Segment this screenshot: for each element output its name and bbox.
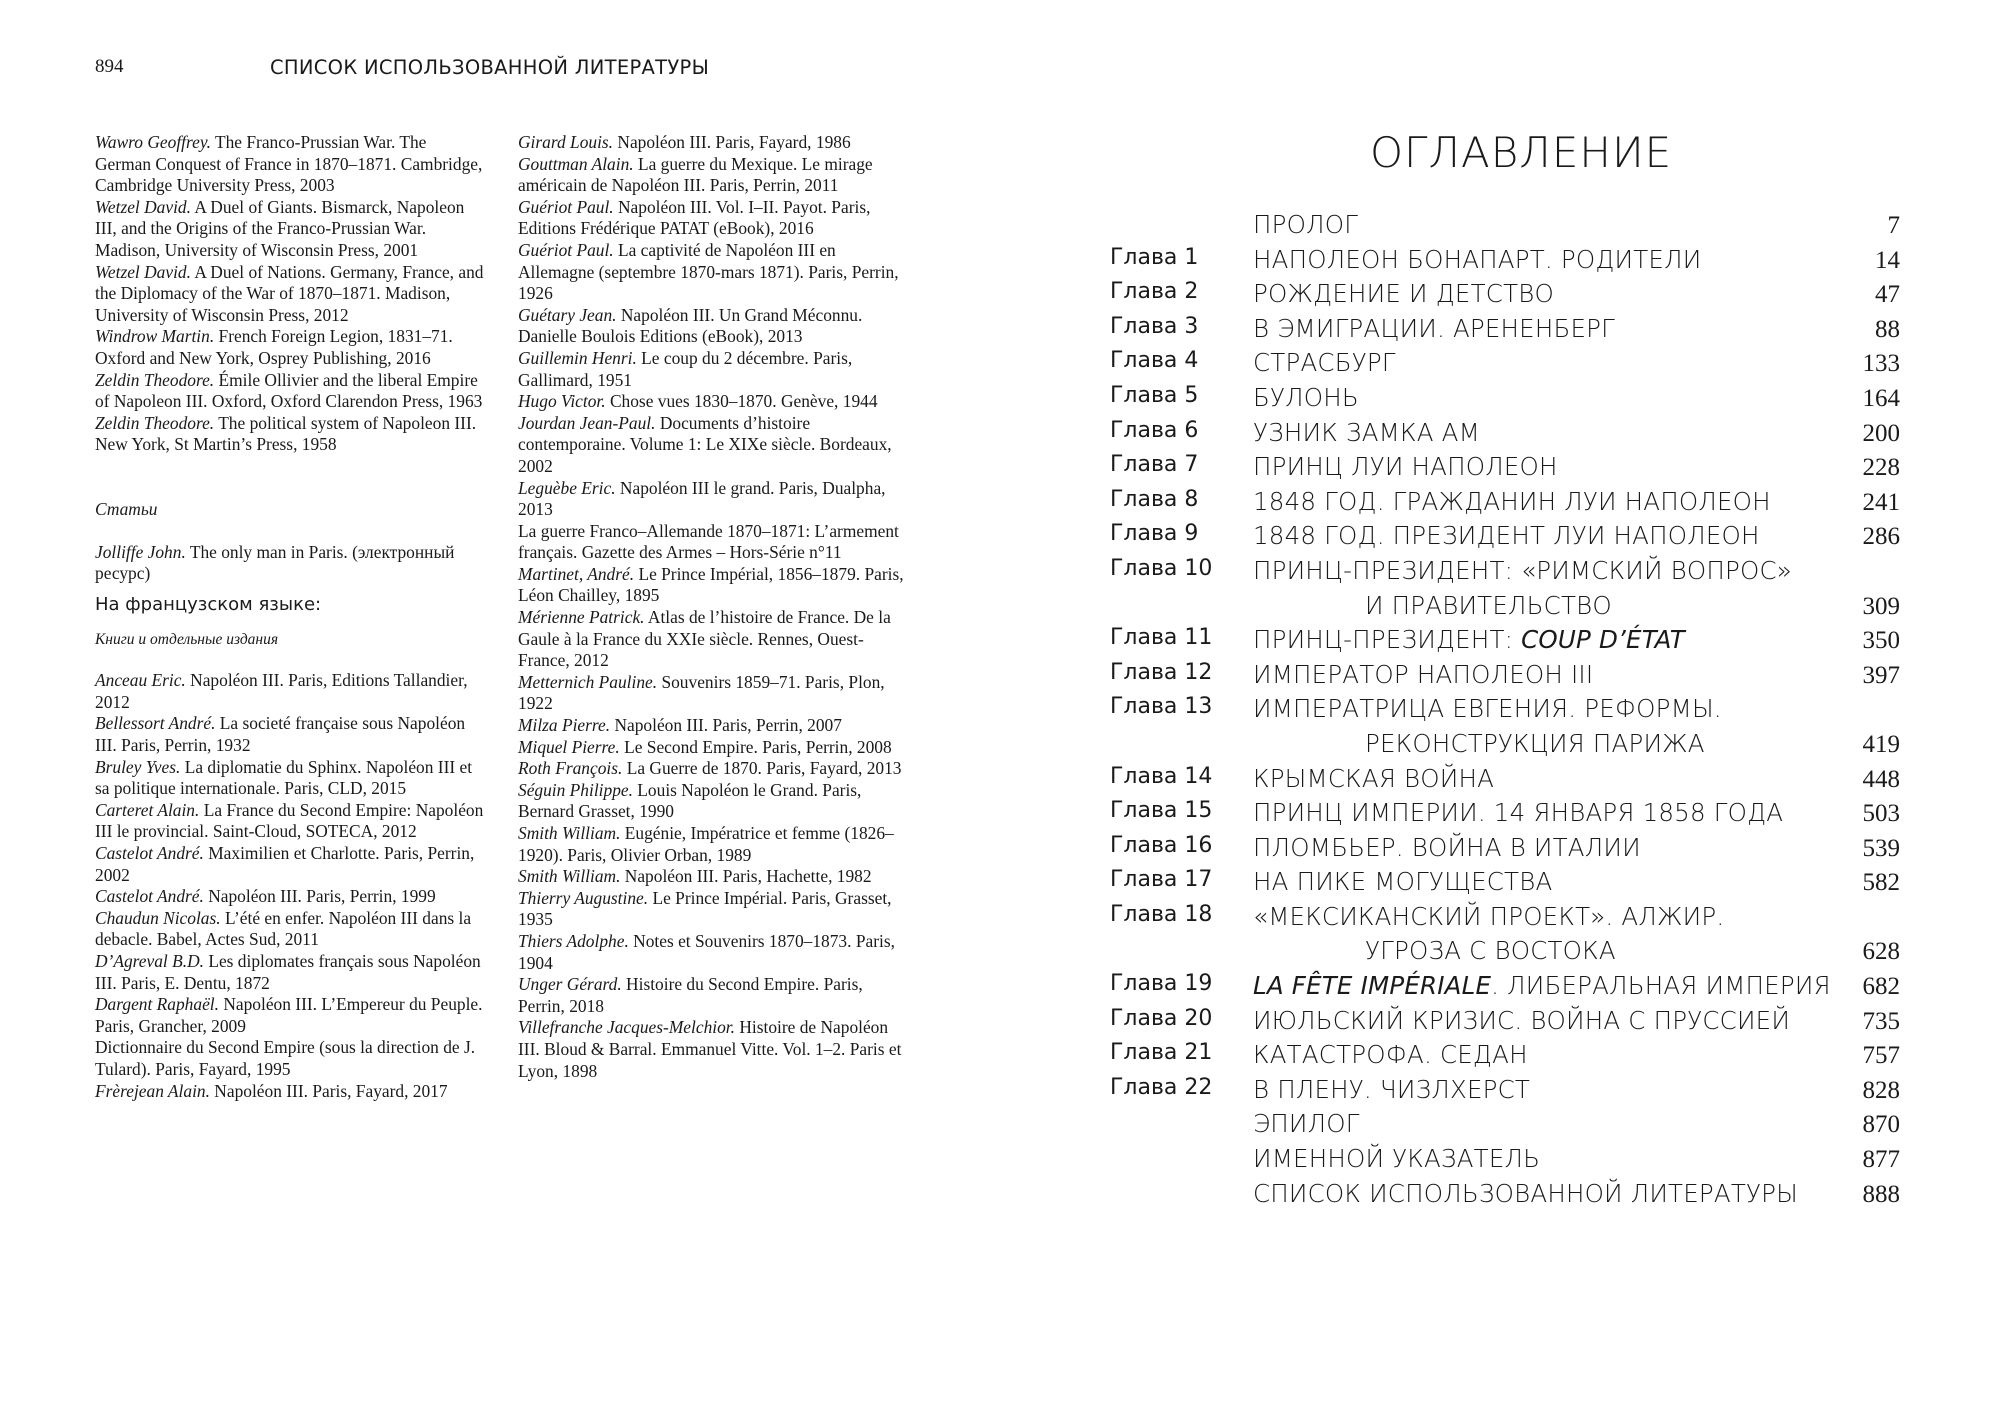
chapter-label: Глава 17	[1110, 867, 1213, 893]
toc-row	[1110, 383, 1900, 418]
entry-text: Napoléon III le grand. Paris, Dualpha, 2013	[518, 477, 886, 520]
entry-text: Le coup du 2 décembre. Paris, Gallimard, 1951	[518, 347, 853, 390]
bibliography-entry	[518, 564, 913, 607]
page-ref: 88	[1875, 315, 1900, 343]
page-ref: 164	[1862, 384, 1900, 412]
page-ref: 888	[1862, 1180, 1900, 1208]
toc-row	[1110, 210, 1900, 245]
entry-author: Mérienne Patrick.	[518, 607, 645, 628]
page-ref: 503	[1862, 800, 1900, 828]
page-ref: 397	[1862, 661, 1900, 689]
chapter-title: ПРИНЦ-ПРЕЗИДЕНТ: «РИМСКИЙ ВОПРОС»	[1253, 555, 1792, 585]
bibliography-entry	[518, 132, 913, 154]
toc-row	[1110, 625, 1900, 660]
toc-row	[1110, 521, 1900, 556]
page-ref: 228	[1862, 454, 1900, 482]
entry-author: Milza Pierre.	[518, 715, 611, 736]
entry-text: A Duel of Giants. Bismarck, Napoleon III, and the Origins of the Franco-Prussian War. Madison, University of Wisconsin Press, 2001	[95, 196, 465, 260]
entry-author: Jourdan Jean-Paul.	[518, 412, 656, 433]
entry-text: French Foreign Legion, 1831–71. Oxford and New York, Osprey Publishing, 2016	[95, 326, 453, 368]
toc-row	[1110, 1075, 1900, 1110]
entry-text: A Duel of Nations. Germany, France, and the Diplomacy of the War of 1870–1871. Madison, University of Wisconsin Press, 2012	[95, 261, 484, 325]
toc-row	[1110, 452, 1900, 487]
chapter-label: Глава 3	[1110, 313, 1199, 339]
chapter-title: ИМПЕРАТОР НАПОЛЕОН III	[1253, 659, 1594, 689]
chapter-title: УГРОЗА С ВОСТОКА	[1365, 936, 1616, 966]
entry-author: Guériot Paul.	[518, 196, 614, 217]
bibliography-entry	[95, 197, 485, 262]
page-ref: 735	[1862, 1007, 1900, 1035]
entry-text: Le Prince Impérial. Paris, Grasset, 1935	[518, 887, 892, 930]
entry-author: D’Agreval B.D.	[95, 951, 204, 971]
chapter-label: Глава 19	[1110, 971, 1213, 997]
entry-text: The only man in Paris. (электронный ресурс)	[95, 541, 455, 584]
bibliography-entry	[95, 132, 485, 197]
entry-author: Chaudun Nicolas.	[95, 907, 221, 928]
chapter-title: КРЫМСКАЯ ВОЙНА	[1253, 763, 1495, 793]
page-ref: 7	[1887, 212, 1900, 239]
chapter-title: «МЕКСИКАНСКИЙ ПРОЕКТ». АЛЖИР.	[1253, 901, 1725, 931]
toc-row	[1110, 833, 1900, 868]
entry-author: Thierry Augustine.	[518, 887, 649, 908]
toc-row	[1110, 971, 1900, 1006]
bibliography-entry	[518, 758, 913, 780]
entry-author: Thiers Adolphe.	[518, 930, 629, 951]
entry-author: Gouttman Alain.	[518, 153, 634, 174]
entry-author: Hugo Victor.	[518, 391, 606, 412]
chapter-label: Глава 1	[1110, 244, 1199, 270]
toc-row	[1110, 1179, 1900, 1214]
entry-text: Le Second Empire. Paris, Perrin, 2008	[619, 736, 892, 757]
bibliography-entry	[95, 413, 485, 456]
toc-row	[1110, 1006, 1900, 1041]
bibliography-entry	[518, 974, 913, 1017]
entry-text: Napoléon III. Paris, Hachette, 1982	[620, 866, 872, 887]
bibliography-list	[518, 132, 913, 1082]
toc-row	[1110, 1109, 1900, 1144]
bibliography-entry	[518, 305, 913, 348]
bibliography-entry	[95, 1081, 485, 1103]
bibliography-entry	[95, 326, 485, 369]
chapter-title: ЭПИЛОГ	[1253, 1109, 1360, 1139]
toc-row	[1110, 902, 1900, 937]
toc-row	[1110, 1040, 1900, 1075]
chapter-label: Глава 5	[1110, 382, 1199, 408]
entry-author: Wetzel David.	[95, 261, 191, 282]
toc-row	[1110, 764, 1900, 799]
entry-text: La Guerre de 1870. Paris, Fayard, 2013	[622, 758, 902, 779]
bibliography-column-b	[518, 132, 913, 1082]
chapter-label: Глава 12	[1110, 659, 1213, 685]
chapter-label: Глава 13	[1110, 694, 1213, 720]
bibliography-entry	[518, 866, 913, 888]
bibliography-entry	[518, 240, 913, 305]
bibliography-entry	[518, 672, 913, 715]
bibliography-entry	[95, 800, 485, 843]
chapter-title: ПРОЛОГ	[1253, 210, 1359, 239]
chapter-title: В ПЛЕНУ. ЧИЗЛХЕРСТ	[1253, 1074, 1531, 1104]
bibliography-entry	[518, 478, 913, 521]
page-ref: 286	[1862, 523, 1900, 551]
entry-text: Notes et Souvenirs 1870–1873. Paris, 1904	[518, 930, 895, 973]
chapter-title: В ЭМИГРАЦИИ. АРЕНЕНБЕРГ	[1253, 313, 1615, 343]
bibliography-entry	[518, 607, 913, 672]
toc-row	[1110, 694, 1900, 729]
bibliography-entry	[518, 413, 913, 478]
page-ref: 828	[1862, 1076, 1900, 1104]
bibliography-entry	[518, 737, 913, 759]
entry-text: Documents d’histoire contemporaine. Volume 1: Le XIXe siècle. Bordeaux, 2002	[518, 412, 892, 476]
toc-row	[1110, 418, 1900, 453]
entry-text: La societé française sous Napoléon III. Paris, Perrin, 1932	[95, 713, 466, 756]
entry-text: Eugénie, Impératrice et femme (1826–1920). Paris, Olivier Orban, 1989	[518, 823, 894, 865]
bibliography-entry	[95, 262, 485, 327]
bibliography-entry	[95, 542, 485, 585]
toc-title: ОГЛАВЛЕНИЕ	[1370, 128, 1673, 177]
toc-row	[1110, 556, 1900, 591]
entry-author: Martinet, André.	[518, 563, 635, 584]
toc-row	[1110, 798, 1900, 833]
bibliography-entry	[518, 931, 913, 974]
chapter-title: И ПРАВИТЕЛЬСТВО	[1365, 590, 1612, 620]
bibliography-entry	[95, 886, 485, 908]
page-ref: 309	[1862, 592, 1900, 620]
chapter-title: КАТАСТРОФА. СЕДАН	[1253, 1040, 1528, 1070]
chapter-title: 1848 ГОД. ПРЕЗИДЕНТ ЛУИ НАПОЛЕОН	[1253, 521, 1760, 551]
toc-row	[1110, 867, 1900, 902]
chapter-title: ИМЕННОЙ УКАЗАТЕЛЬ	[1253, 1144, 1541, 1174]
right-page	[1000, 0, 2000, 1419]
bibliography-list	[95, 132, 485, 456]
bibliography-entry	[518, 348, 913, 391]
entry-author: Bruley Yves.	[95, 756, 181, 777]
entry-author: Guillemin Henri.	[518, 347, 637, 368]
entry-author: Bellessort André.	[95, 713, 216, 734]
page-number: 894	[95, 56, 124, 77]
entry-author: Castelot André.	[95, 843, 204, 864]
entry-text: The political system of Napoleon III. New York, St Martin’s Press, 1958	[95, 412, 477, 455]
page-ref: 682	[1862, 973, 1900, 1001]
entry-author: Metternich Pauline.	[518, 671, 658, 692]
bibliography-entry	[518, 521, 913, 564]
page-ref: 870	[1862, 1111, 1900, 1139]
entry-author: Windrow Martin.	[95, 326, 215, 347]
entry-author: Jolliffe John.	[95, 541, 186, 562]
entry-text: Napoléon III. Un Grand Méconnu. Danielle Boulois Editions (eBook), 2013	[518, 304, 863, 347]
chapter-label: Глава 15	[1110, 798, 1213, 824]
entry-author: Miquel Pierre.	[518, 736, 620, 757]
chapter-title: ПРИНЦ ЛУИ НАПОЛЕОН	[1253, 452, 1558, 482]
entry-text: Napoléon III. Paris, Fayard, 1986	[613, 132, 851, 152]
page-ref: 877	[1862, 1146, 1900, 1174]
entry-text: Louis Napoléon le Grand. Paris, Bernard Grasset, 1990	[518, 779, 862, 822]
page-ref: 241	[1862, 488, 1900, 516]
chapter-label: Глава 14	[1110, 763, 1213, 789]
french-section-heading: На французском языке:	[95, 593, 322, 615]
chapter-title: СПИСОК ИСПОЛЬЗОВАННОЙ ЛИТЕРАТУРЫ	[1253, 1178, 1798, 1208]
toc-row	[1110, 314, 1900, 349]
articles-list	[95, 542, 485, 585]
chapter-label: Глава 11	[1110, 625, 1213, 651]
bibliography-entry	[95, 757, 485, 800]
entry-text: Maximilien et Charlotte. Paris, Perrin, 2002	[95, 843, 475, 885]
chapter-label: Глава 20	[1110, 1005, 1213, 1031]
chapter-label: Глава 6	[1110, 417, 1199, 443]
bibliography-entry	[95, 908, 485, 951]
page-ref: 757	[1862, 1042, 1900, 1070]
toc-row	[1110, 936, 1900, 971]
entry-text: Napoléon III. Vol. I–II. Payot. Paris, Editions Frédérique PATAT (eBook), 2016	[518, 196, 871, 239]
chapter-label: Глава 21	[1110, 1040, 1213, 1066]
chapter-title: НАПОЛЕОН БОНАПАРТ. РОДИТЕЛИ	[1253, 244, 1702, 274]
entry-author: Frèrejean Alain.	[95, 1080, 210, 1101]
toc-row	[1110, 487, 1900, 522]
entry-text: Émile Ollivier and the liberal Empire of Napoleon III. Oxford, Oxford Clarendon Press, 1963	[95, 369, 483, 412]
entry-author: Carteret Alain.	[95, 799, 200, 820]
entry-text: Napoléon III. Paris, Editions Tallandier, 2012	[95, 670, 468, 712]
toc-row	[1110, 660, 1900, 695]
bibliography-entry	[518, 391, 913, 413]
entry-author: Anceau Eric.	[95, 670, 186, 691]
entry-text: La France du Second Empire: Napoléon III le provincial. Saint-Cloud, SOTECA, 2012	[95, 799, 484, 842]
bibliography-entry	[518, 780, 913, 823]
chapter-title: ПРИНЦ ИМПЕРИИ. 14 ЯНВАРЯ 1858 ГОДА	[1253, 798, 1784, 828]
entry-text: Les diplomates français sous Napoléon III. Paris, E. Dentu, 1872	[95, 951, 481, 993]
page-ref: 47	[1875, 281, 1900, 309]
chapter-title: РЕКОНСТРУКЦИЯ ПАРИЖА	[1365, 728, 1705, 758]
entry-author: Villefranche Jacques-Melchior.	[518, 1017, 735, 1038]
page-ref: 14	[1875, 246, 1900, 274]
entry-text: Souvenirs 1859–71. Paris, Plon, 1922	[518, 671, 885, 714]
chapter-label: Глава 9	[1110, 521, 1199, 547]
page-ref: 419	[1862, 730, 1900, 758]
bibliography-entry	[95, 843, 485, 886]
entry-text: Napoléon III. Paris, Perrin, 1999	[203, 886, 436, 907]
chapter-title: НА ПИКЕ МОГУЩЕСТВА	[1253, 867, 1553, 897]
entry-text: Dictionnaire du Second Empire (sous la direction de J. Tulard). Paris, Fayard, 1995	[95, 1037, 476, 1079]
entry-text: Chose vues 1830–1870. Genève, 1944	[605, 391, 878, 412]
chapter-title: ПРИНЦ-ПРЕЗИДЕНТ: COUP D’ÉTAT	[1253, 625, 1685, 655]
page-ref: 448	[1862, 765, 1900, 793]
toc-row	[1110, 279, 1900, 314]
bibliography-entry	[518, 888, 913, 931]
bibliography-entry	[518, 1017, 913, 1082]
bibliography-entry	[95, 370, 485, 413]
chapter-title: УЗНИК ЗАМКА АМ	[1253, 417, 1480, 447]
entry-text: La guerre Franco–Allemande 1870–1871: L’armement français. Gazette des Armes – Hors-Série n°11	[518, 520, 899, 563]
bibliography-entry	[518, 715, 913, 737]
entry-author: Wetzel David.	[95, 196, 191, 217]
articles-heading: Статьи	[95, 498, 158, 519]
entry-text: Histoire du Second Empire. Paris, Perrin, 2018	[518, 974, 863, 1016]
bibliography-entry	[518, 823, 913, 866]
entry-author: Girard Louis.	[518, 132, 614, 152]
chapter-label: Глава 7	[1110, 452, 1199, 478]
entry-text: La diplomatie du Sphinx. Napoléon III et sa politique internationale. Paris, CLD, 2015	[95, 756, 473, 799]
chapter-title: РОЖДЕНИЕ И ДЕТСТВО	[1253, 279, 1554, 309]
chapter-label: Глава 8	[1110, 486, 1199, 512]
entry-text: Napoléon III. L’Empereur du Peuple. Paris, Grancher, 2009	[95, 994, 483, 1036]
entry-text: L’été en enfer. Napoléon III dans la debacle. Babel, Actes Sud, 2011	[95, 907, 472, 950]
chapter-label: Глава 22	[1110, 1074, 1213, 1100]
entry-author: Guériot Paul.	[518, 239, 614, 260]
toc-row	[1110, 245, 1900, 280]
toc-row	[1110, 729, 1900, 764]
toc-row	[1110, 348, 1900, 383]
entry-author: Smith William.	[518, 866, 621, 887]
toc-row	[1110, 591, 1900, 626]
bibliography-entry	[95, 994, 485, 1037]
entry-author: Dargent Raphaël.	[95, 994, 219, 1015]
entry-text: Atlas de l’histoire de France. De la Gaule à la France du XXIe siècle. Rennes, Ouest-France, 2012	[518, 607, 891, 671]
entry-text: Le Prince Impérial, 1856–1879. Paris, Léon Chailley, 1895	[518, 563, 904, 606]
bibliography-entry	[95, 951, 485, 994]
bibliography-entry	[518, 197, 913, 240]
entry-text: Histoire de Napoléon III. Bloud & Barral. Emmanuel Vitte. Vol. 1–2. Paris et Lyon, 1898	[518, 1017, 902, 1081]
entry-text: La captivité de Napoléon III en Allemagne (septembre 1870-mars 1871). Paris, Perrin, 1926	[518, 239, 899, 304]
bibliography-entry	[95, 713, 485, 756]
running-head: СПИСОК ИСПОЛЬЗОВАННОЙ ЛИТЕРАТУРЫ	[270, 56, 710, 79]
chapter-title: ПЛОМБЬЕР. ВОЙНА В ИТАЛИИ	[1253, 832, 1641, 862]
table-of-contents	[1110, 210, 1900, 1213]
entry-text: The Franco-Prussian War. The German Conquest of France in 1870–1871. Cambridge, Cambridge University Press, 2003	[95, 132, 483, 196]
bibliography-list	[95, 670, 485, 1102]
books-subheading: Книги и отдельные издания	[95, 630, 279, 648]
chapter-label: Глава 2	[1110, 279, 1199, 305]
entry-author: Castelot André.	[95, 886, 204, 907]
entry-author: Smith William.	[518, 823, 621, 843]
bibliography-entry	[95, 670, 485, 713]
chapter-title: 1848 ГОД. ГРАЖДАНИН ЛУИ НАПОЛЕОН	[1253, 486, 1771, 516]
page-ref: 582	[1862, 869, 1900, 897]
chapter-title: ИМПЕРАТРИЦА ЕВГЕНИЯ. РЕФОРМЫ.	[1253, 694, 1722, 724]
entry-author: Zeldin Theodore.	[95, 369, 215, 390]
toc-row	[1110, 1144, 1900, 1179]
entry-text: La guerre du Mexique. Le mirage américain de Napoléon III. Paris, Perrin, 2011	[518, 153, 873, 196]
page-ref: 200	[1862, 419, 1900, 447]
entry-author: Séguin Philippe.	[518, 779, 633, 800]
chapter-label: Глава 16	[1110, 832, 1213, 858]
entry-author: Roth François.	[518, 758, 623, 779]
bibliography-entry	[518, 154, 913, 197]
page-ref: 133	[1862, 350, 1900, 378]
entry-author: Leguèbe Eric.	[518, 477, 616, 498]
bibliography-entry	[95, 1037, 485, 1080]
chapter-title: СТРАСБУРГ	[1253, 348, 1396, 378]
bibliography-column-a	[95, 132, 485, 1102]
entry-text: Napoléon III. Paris, Fayard, 2017	[209, 1080, 448, 1101]
chapter-label: Глава 10	[1110, 555, 1213, 581]
entry-author: Wawro Geoffrey.	[95, 132, 211, 152]
entry-text: Napoléon III. Paris, Perrin, 2007	[610, 715, 842, 736]
page-ref: 628	[1862, 938, 1900, 966]
chapter-title: БУЛОНЬ	[1253, 382, 1359, 412]
page-ref: 350	[1862, 627, 1900, 655]
chapter-title: LA FÊTE IMPÉRIALE. ЛИБЕРАЛЬНАЯ ИМПЕРИЯ	[1253, 971, 1831, 1001]
entry-author: Unger Gérard.	[518, 974, 622, 995]
entry-author: Zeldin Theodore.	[95, 412, 215, 433]
page-ref: 539	[1862, 834, 1900, 862]
chapter-title: ИЮЛЬСКИЙ КРИЗИС. ВОЙНА С ПРУССИЕЙ	[1253, 1005, 1791, 1035]
chapter-label: Глава 4	[1110, 348, 1199, 374]
chapter-label: Глава 18	[1110, 901, 1213, 927]
entry-author: Guétary Jean.	[518, 304, 617, 325]
